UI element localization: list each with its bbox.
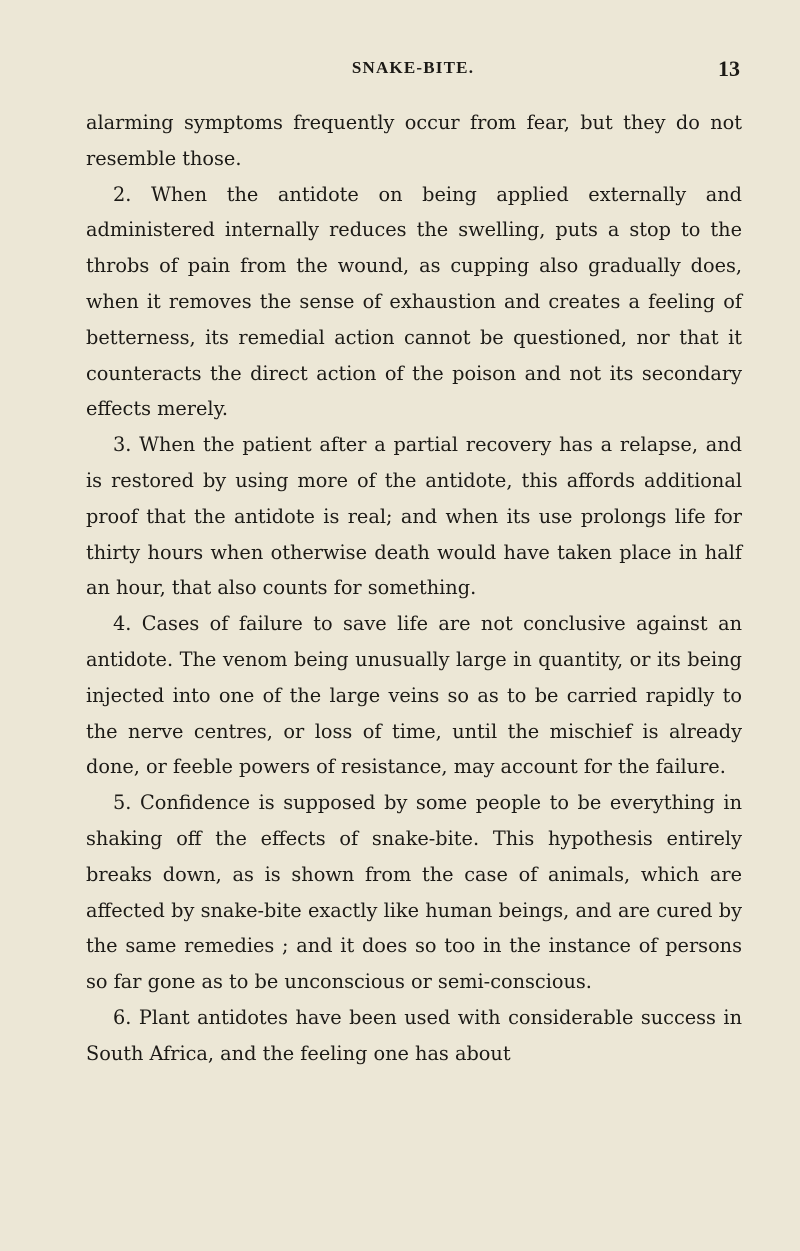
paragraph-point-6: 6. Plant antidotes have been used with considerable success in South Africa, and the feeling one has about xyxy=(86,1005,742,1065)
paragraph-point-2: 2. When the antidote on being applied externally and administered internally reduces the swelling, puts a stop to the throbs of pain from the wound, as cupping also gradually does, when it removes the sense of exhaustion and creates a feeling of betterness, its remedial action cannot be questioned, nor that it counteracts the direct action of the poison and not its secondary effects merely. xyxy=(86,182,742,421)
body-text xyxy=(86,105,742,1072)
paragraph-point-3: 3. When the patient after a partial recovery has a relapse, and is restored by using more of the antidote, this affords additional proof that the antidote is real; and when its use prolongs life for thirty hours when otherwise death would have taken place in half an hour, that also counts for something. xyxy=(86,433,742,600)
paragraph-point-5: 5. Confidence is supposed by some people to be everything in shaking off the effects of snake-bite. This hypothesis entirely breaks down, as is shown from the case of animals, which are affected by snake-bite exactly like human beings, and are cured by the same remedies ; and it does so too in the instance of persons so far gone as to be unconscious or semi-conscious. xyxy=(86,791,742,994)
paragraph-continuation: alarming symptoms frequently occur from fear, but they do not resemble those. xyxy=(86,111,742,170)
paragraph-point-4: 4. Cases of failure to save life are not conclusive against an antidote. The venom being unusually large in quantity, or its being injected into one of the large veins so as to be carried rapidly to the nerve centres, or loss of time, until the mischief is already done, or feeble powers of resistance, may account for the failure. xyxy=(86,612,742,779)
page-number: 13 xyxy=(718,56,740,81)
running-head xyxy=(86,58,740,84)
running-title: SNAKE-BITE. xyxy=(351,58,475,77)
